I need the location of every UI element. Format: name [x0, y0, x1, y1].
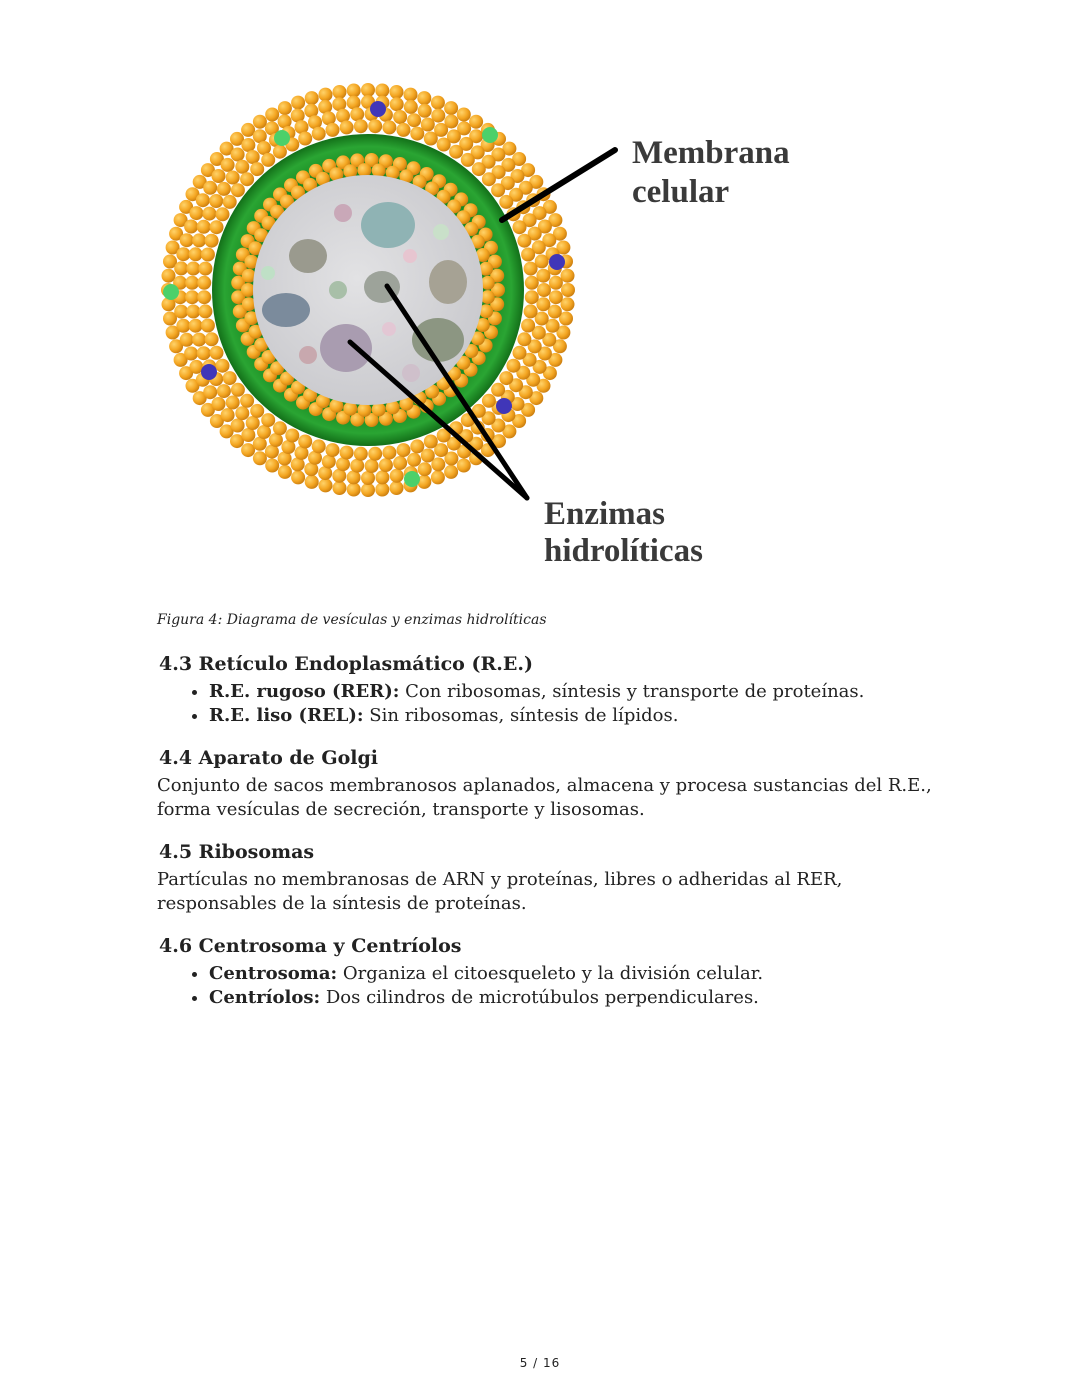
lipid-bead	[216, 207, 230, 221]
lipid-bead	[482, 172, 496, 186]
lipid-bead	[189, 319, 203, 333]
vesicle-diagram-svg	[150, 80, 790, 580]
lipid-bead	[418, 104, 432, 118]
lipid-bead	[350, 107, 364, 121]
protein-dot-blue	[370, 101, 386, 117]
lipid-bead	[357, 403, 371, 417]
lipid-bead	[375, 483, 389, 497]
lipid-bead	[361, 483, 375, 497]
lipid-bead	[241, 428, 255, 442]
membrane-label-line1: Membrana	[632, 135, 790, 171]
membrane-label-line2: celular	[632, 174, 730, 210]
lipid-bead	[209, 194, 223, 208]
lipid-bead	[354, 119, 368, 133]
lipid-bead	[221, 158, 235, 172]
lipid-bead	[186, 305, 200, 319]
term-label: Centrosoma:	[209, 963, 338, 984]
lipid-bead	[549, 276, 563, 290]
lipid-bead	[393, 456, 407, 470]
item-text: Dos cilindros de microtúbulos perpendiculares.	[320, 987, 759, 1008]
lipid-bead	[176, 247, 190, 261]
lipid-bead	[235, 406, 249, 420]
lipid-bead	[379, 458, 393, 472]
section-golgi	[157, 744, 937, 822]
lipid-bead	[340, 120, 354, 134]
lipid-bead	[253, 115, 267, 129]
lipid-bead	[410, 127, 424, 141]
lipid-bead	[257, 141, 271, 155]
protein-dot-green	[482, 127, 498, 143]
lipid-bead	[347, 84, 361, 98]
lipid-bead	[223, 371, 237, 385]
lipid-bead	[203, 181, 217, 195]
lipid-bead	[561, 269, 575, 283]
lipid-bead	[375, 470, 389, 484]
lipid-bead	[205, 332, 219, 346]
enzyme-dot	[402, 364, 420, 382]
lipid-bead	[499, 371, 513, 385]
section-reticulo	[157, 650, 937, 728]
enzyme-dot	[329, 281, 347, 299]
lipid-bead	[180, 233, 194, 247]
enzyme-blob	[320, 324, 372, 372]
lipid-bead	[390, 97, 404, 111]
lipid-bead	[424, 435, 438, 449]
page-number: 5 / 16	[519, 1356, 561, 1370]
item-text: Sin ribosomas, síntesis de lípidos.	[363, 705, 679, 726]
lipid-bead	[198, 304, 212, 318]
lipid-bead	[472, 162, 486, 176]
lipid-bead	[246, 416, 260, 430]
lipid-bead	[210, 220, 224, 234]
enzyme-blob	[262, 293, 310, 327]
lipid-bead	[231, 148, 245, 162]
lipid-bead	[197, 346, 211, 360]
lipid-bead	[382, 120, 396, 134]
section-paragraph: Partículas no membranosas de ARN y proteínas, libres o adheridas al RER, responsables de la síntesis de proteínas.	[157, 869, 843, 914]
lipid-bead	[185, 276, 199, 290]
lipid-bead	[368, 447, 382, 461]
lipid-bead	[265, 459, 279, 473]
lipid-bead	[265, 108, 279, 122]
lipid-bead	[246, 150, 260, 164]
lipid-bead	[461, 153, 475, 167]
lipid-bead	[482, 394, 496, 408]
lipid-bead	[444, 101, 458, 115]
lipid-bead	[162, 269, 176, 283]
lipid-bead	[197, 220, 211, 234]
section-heading: 4.3 Retículo Endoplasmático (R.E.)	[159, 653, 533, 675]
lipid-bead	[221, 408, 235, 422]
lipid-bead	[524, 262, 538, 276]
lipid-bead	[240, 172, 254, 186]
lipid-bead	[457, 108, 471, 122]
list-item	[209, 986, 937, 1010]
lipid-bead	[250, 404, 264, 418]
lipid-bead	[226, 396, 240, 410]
lipid-bead	[201, 319, 215, 333]
lipid-bead	[457, 459, 471, 473]
item-text: Organiza el citoesqueleto y la división celular.	[337, 963, 764, 984]
term-label: R.E. rugoso (RER):	[209, 681, 400, 702]
lipid-bead	[390, 85, 404, 99]
lipid-bead	[197, 276, 211, 290]
lipid-bead	[212, 169, 226, 183]
lipid-bead	[368, 119, 382, 133]
lipid-bead	[365, 459, 379, 473]
lipid-bead	[231, 183, 245, 197]
section-heading: 4.5 Ribosomas	[159, 841, 315, 863]
enzyme-dot	[403, 249, 417, 263]
lipid-bead	[192, 333, 206, 347]
enzyme-dot	[261, 266, 275, 280]
lipid-bead	[390, 481, 404, 495]
lipid-bead	[185, 290, 199, 304]
lipid-bead	[278, 465, 292, 479]
lipid-bead	[273, 421, 287, 435]
lipid-bead	[217, 384, 231, 398]
lipid-bead	[184, 347, 198, 361]
lipid-bead	[437, 138, 451, 152]
lipid-bead	[407, 453, 421, 467]
lipid-bead	[393, 110, 407, 124]
section-paragraph: Conjunto de sacos membranosos aplanados, almacena y procesa sustancias del R.E., forma vesículas de secreción, transporte y lisosomas.	[157, 775, 932, 820]
section-heading: 4.6 Centrosoma y Centríolos	[159, 935, 462, 957]
protein-dot-blue	[549, 254, 565, 270]
enzyme-dot	[382, 322, 396, 336]
protein-dot-green	[404, 471, 420, 487]
lipid-bead	[517, 332, 531, 346]
lipid-bead	[305, 475, 319, 489]
list-item	[209, 680, 937, 704]
lipid-bead	[231, 419, 245, 433]
enzyme-blob	[289, 239, 327, 273]
lipid-bead	[176, 319, 190, 333]
lipid-bead	[421, 449, 435, 463]
lipid-bead	[424, 132, 438, 146]
lipid-bead	[333, 481, 347, 495]
lipid-bead	[491, 183, 505, 197]
lipid-bead	[202, 207, 216, 221]
lipid-bead	[241, 138, 255, 152]
section-heading: 4.4 Aparato de Golgi	[159, 747, 379, 769]
lipid-bead	[212, 397, 226, 411]
lipid-bead	[312, 127, 326, 141]
list-item	[209, 704, 937, 728]
lipid-bead	[431, 96, 445, 110]
protein-dot-green	[274, 130, 290, 146]
lipid-bead	[404, 100, 418, 114]
protein-dot-green	[163, 284, 179, 300]
lipid-bead	[326, 123, 340, 137]
lipid-bead	[444, 465, 458, 479]
lipid-bead	[361, 471, 375, 485]
lipid-bead	[397, 443, 411, 457]
lipid-bead	[319, 478, 333, 492]
lipid-bead	[197, 290, 211, 304]
lipid-bead	[174, 261, 188, 275]
lipid-bead	[517, 234, 531, 248]
lipid-bead	[397, 123, 411, 137]
term-label: R.E. liso (REL):	[209, 705, 364, 726]
lipid-bead	[196, 193, 210, 207]
figure-caption: Figura 4: Diagrama de vesículas y enzimas hidrolíticas	[157, 612, 547, 628]
lipid-bead	[210, 346, 224, 360]
lipid-bead	[273, 145, 287, 159]
lipid-bead	[240, 394, 254, 408]
lipid-bead	[223, 195, 237, 209]
lipid-bead	[312, 439, 326, 453]
lipid-bead	[390, 469, 404, 483]
lipid-bead	[216, 359, 230, 373]
lipid-bead	[326, 443, 340, 457]
lipid-bead	[261, 153, 275, 167]
enzyme-dot	[299, 346, 317, 364]
lipid-bead	[361, 83, 375, 97]
lipid-bead	[217, 182, 231, 196]
list-item	[209, 962, 937, 986]
lipid-bead	[513, 346, 527, 360]
lipid-bead	[507, 359, 521, 373]
lipid-bead	[536, 297, 550, 311]
section-centrosoma	[157, 932, 937, 1010]
lipid-bead	[469, 115, 483, 129]
lipid-bead	[340, 446, 354, 460]
lipid-bead	[291, 96, 305, 110]
lipid-bead	[537, 283, 551, 297]
lipid-bead	[189, 247, 203, 261]
lipid-bead	[431, 470, 445, 484]
lipid-bead	[291, 470, 305, 484]
lipid-bead	[521, 248, 535, 262]
section-ribosomas	[157, 838, 937, 916]
lipid-bead	[525, 276, 539, 290]
lipid-bead	[350, 459, 364, 473]
lipid-bead	[184, 220, 198, 234]
lipid-bead	[257, 425, 271, 439]
lipid-bead	[278, 101, 292, 115]
enzyme-dot	[433, 224, 449, 240]
lipid-bead	[250, 162, 264, 176]
lipid-bead	[261, 413, 275, 427]
lipid-bead	[192, 233, 206, 247]
lipid-bead	[561, 297, 575, 311]
lipid-bead	[549, 290, 563, 304]
lipid-bead	[231, 383, 245, 397]
item-text: Con ribosomas, síntesis y transporte de proteínas.	[399, 681, 865, 702]
enzymes-label-line1: Enzimas	[544, 496, 666, 532]
lipid-bead	[347, 483, 361, 497]
lipid-bead	[235, 160, 249, 174]
lipid-bead	[174, 305, 188, 319]
lipid-bead	[525, 290, 539, 304]
lipid-bead	[449, 145, 463, 159]
lipid-bead	[226, 171, 240, 185]
lipid-bead	[499, 195, 513, 209]
lipid-bead	[421, 118, 435, 132]
term-label: Centríolos:	[209, 987, 321, 1008]
vesicle-diagram-figure	[150, 80, 790, 580]
lipid-bead	[298, 132, 312, 146]
lipid-bead	[357, 163, 371, 177]
lipid-bead	[241, 283, 255, 297]
lipid-bead	[186, 262, 200, 276]
lipid-bead	[513, 220, 527, 234]
protein-dot-blue	[496, 398, 512, 414]
lipid-bead	[382, 446, 396, 460]
lipid-bead	[253, 451, 267, 465]
enzyme-blob	[361, 202, 415, 248]
bullet-list	[157, 962, 937, 1010]
lipid-bead	[333, 85, 347, 99]
lipid-bead	[491, 383, 505, 397]
lipid-bead	[205, 234, 219, 248]
protein-dot-blue	[201, 364, 217, 380]
lipid-bead	[198, 262, 212, 276]
lipid-bead	[305, 91, 319, 105]
enzymes-label-line2: hidrolíticas	[544, 533, 703, 569]
lipid-bead	[285, 429, 299, 443]
lipid-bead	[536, 269, 550, 283]
lipid-bead	[410, 439, 424, 453]
lipid-bead	[189, 206, 203, 220]
lipid-bead	[319, 88, 333, 102]
lipid-bead	[354, 447, 368, 461]
lipid-bead	[407, 113, 421, 127]
lipid-bead	[417, 91, 431, 105]
lipid-bead	[418, 462, 432, 476]
lipid-bead	[404, 88, 418, 102]
lipid-bead	[375, 84, 389, 98]
enzyme-blob	[429, 260, 467, 304]
bullet-list	[157, 680, 937, 728]
document-body	[157, 650, 937, 1026]
lipid-bead	[524, 304, 538, 318]
lipid-bead	[203, 385, 217, 399]
lipid-bead	[180, 333, 194, 347]
lipid-bead	[561, 283, 575, 297]
lipid-bead	[521, 319, 535, 333]
lipid-bead	[298, 435, 312, 449]
enzyme-dot	[334, 204, 352, 222]
lipid-bead	[201, 248, 215, 262]
